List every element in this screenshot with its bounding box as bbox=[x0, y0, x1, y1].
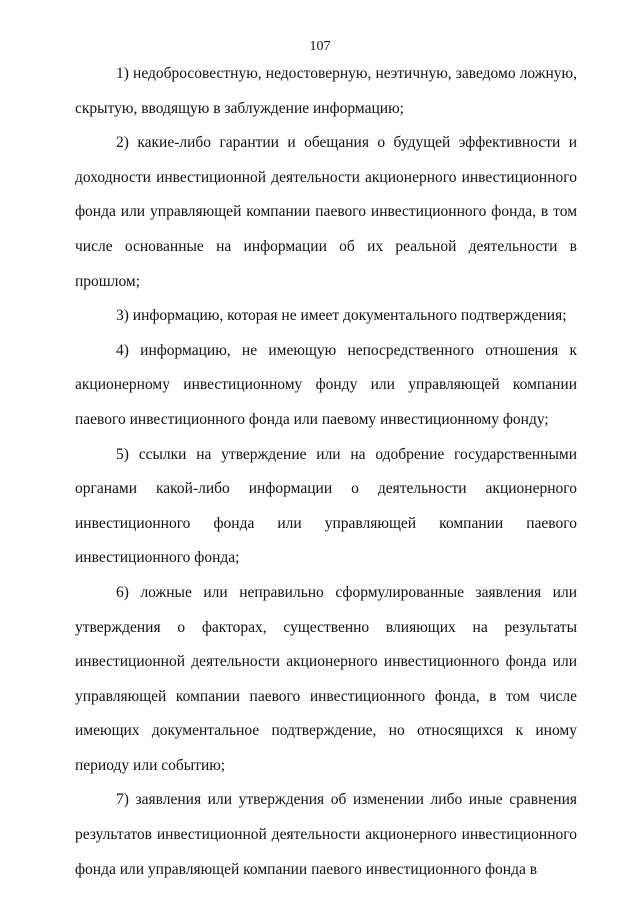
list-item-5: 5) ссылки на утверждение или на одобрение государственными органами какой-либо информации о деятельности акционерного инвестиционного фонда или управляющей компании паевого инвестиционного фонда; bbox=[75, 445, 577, 567]
list-item-6: 6) ложные или неправильно сформулированные заявления или утверждения о факторах, существенно влияющих на результаты инвестиционной деятельности акционерного инвестиционного фонда или управляющей компании паевого инвестиционного фонда, в том числе имеющих документальное подтверждение, но относящихся к иному периоду или событию; bbox=[75, 583, 577, 774]
list-item-1: 1) недобросовестную, недостоверную, неэтичную, заведомо ложную, скрытую, вводящую в заблуждение информацию; bbox=[75, 65, 577, 117]
list-item-2: 2) какие-либо гарантии и обещания о будущей эффективности и доходности инвестиционной деятельности акционерного инвестиционного фонда или управляющей компании паевого инвестиционного фонда, в том числе основанные на информации об их реальной деятельности в прошлом; bbox=[75, 134, 577, 290]
document-body bbox=[75, 57, 577, 887]
list-item-7: 7) заявления или утверждения об изменении либо иные сравнения результатов инвестиционной деятельности акционерного инвестиционного фонда или управляющей компании паевого инвестиционного фонда в bbox=[75, 791, 577, 878]
list-item-4: 4) информацию, не имеющую непосредственного отношения к акционерному инвестиционному фонду или управляющей компании паевого инвестиционного фонда или паевому инвестиционному фонду; bbox=[75, 341, 577, 428]
page-number: 107 bbox=[309, 39, 331, 54]
list-item-3: 3) информацию, которая не имеет документального подтверждения; bbox=[116, 307, 567, 325]
